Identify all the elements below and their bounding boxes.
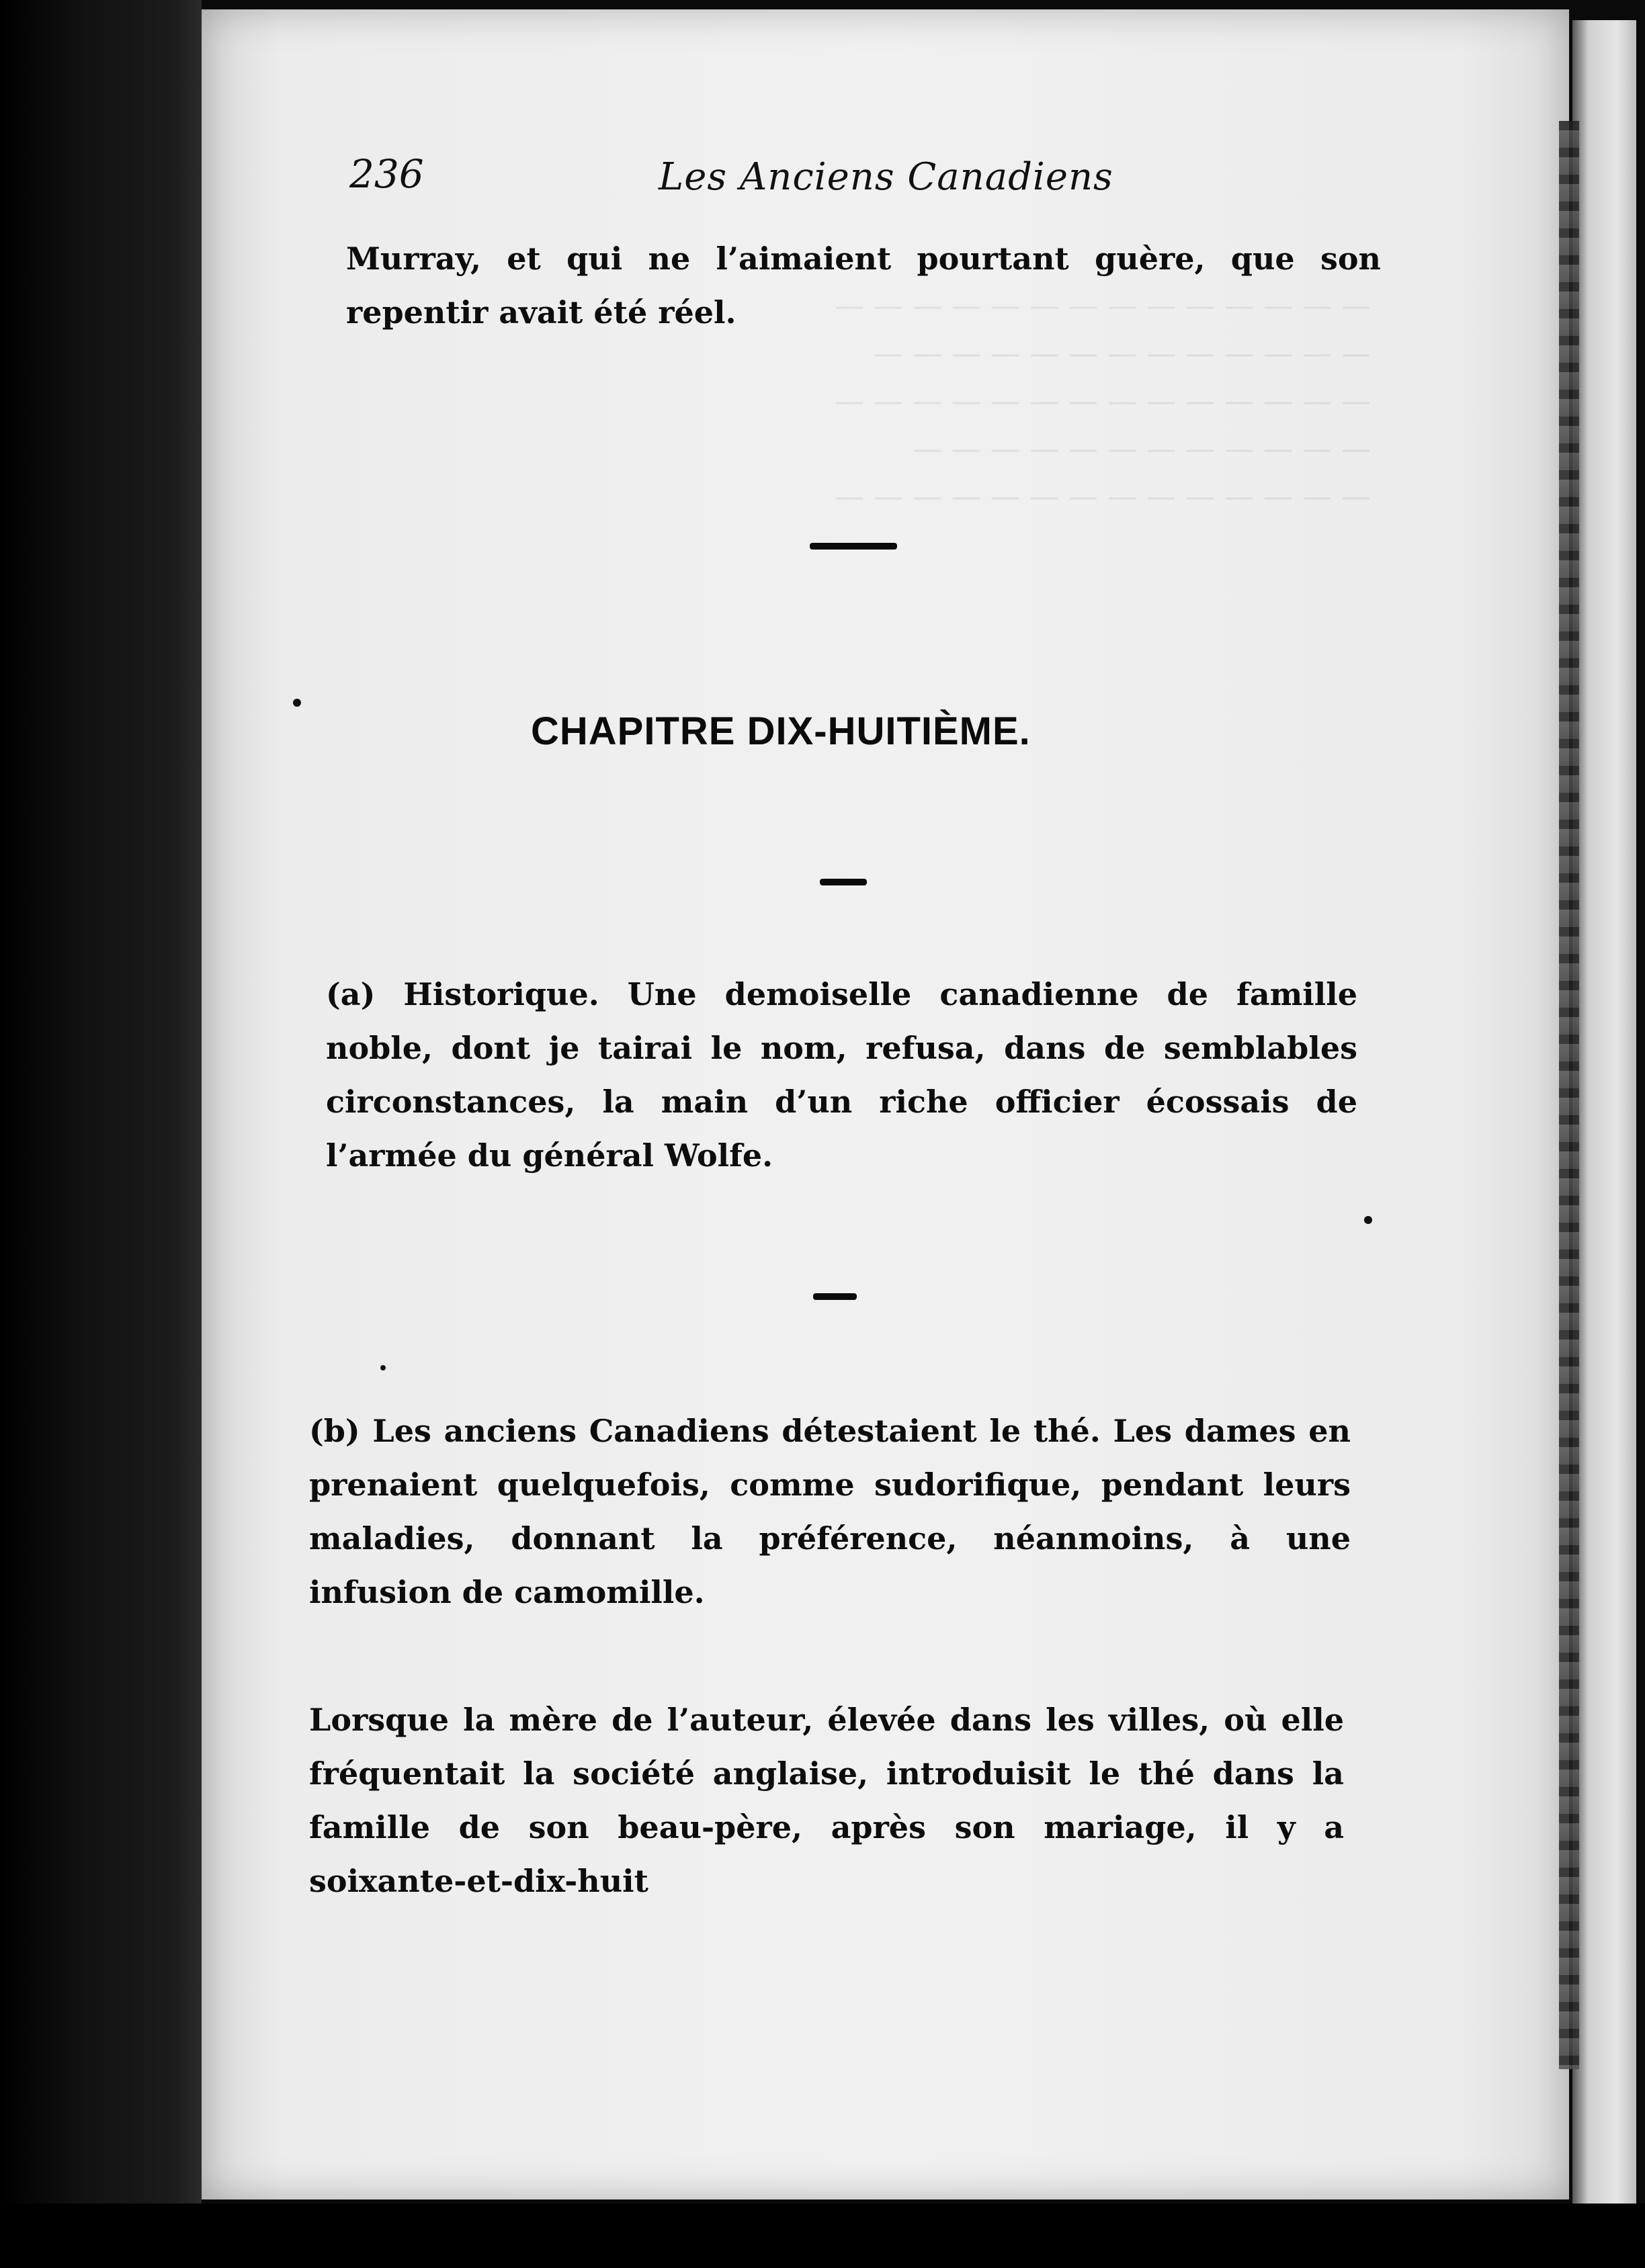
page-number: 236 bbox=[349, 151, 424, 197]
ink-speck bbox=[380, 1365, 386, 1370]
scan-bottom-margin bbox=[0, 2204, 1645, 2268]
section-rule bbox=[810, 543, 897, 550]
footnote-a: (a) Historique. Une demoiselle canadienne de famille noble, dont je tairai le nom, refusa, dans de semblables circonstances, la main d’un riche officier écossais de l’armée du général Wolfe. bbox=[326, 976, 1357, 1174]
adjacent-page-strip bbox=[1572, 20, 1636, 2210]
running-header bbox=[336, 151, 1384, 205]
section-rule bbox=[813, 1293, 857, 1300]
continued-paragraph: Murray, et qui ne l’aimaient pourtant guère, que son repentir avait été réel. bbox=[346, 241, 1381, 331]
adjacent-page-edge bbox=[1559, 121, 1579, 2069]
show-through-texture: — — — — — — — — — — — — — — — — — — — — — — — — — — — — — — — — — — — — — — — — — — — — — — — — — — — — — — — — — — — — — — — — — — — bbox=[835, 289, 1371, 514]
footnote-b: (b) Les anciens Canadiens détestaient le thé. Les dames en prenaient quelquefois, comme sudorifique, pendant leurs maladies, donnant la préférence, néanmoins, à une infusion de camomille. bbox=[309, 1413, 1351, 1610]
section-rule bbox=[820, 879, 867, 885]
running-title: Les Anciens Canadiens bbox=[659, 155, 1113, 199]
book-binding-shadow bbox=[0, 0, 202, 2268]
chapter-heading: CHAPITRE DIX-HUITIÈME. bbox=[531, 709, 1031, 753]
ink-speck bbox=[293, 699, 301, 707]
footnote-b-continuation: Lorsque la mère de l’auteur, élevée dans les villes, où elle fréquentait la société anglaise, introduisit le thé dans la famille de son beau-père, après son mariage, il y a soixante-et-dix-huit bbox=[309, 1702, 1344, 1899]
ink-speck bbox=[1364, 1216, 1372, 1224]
